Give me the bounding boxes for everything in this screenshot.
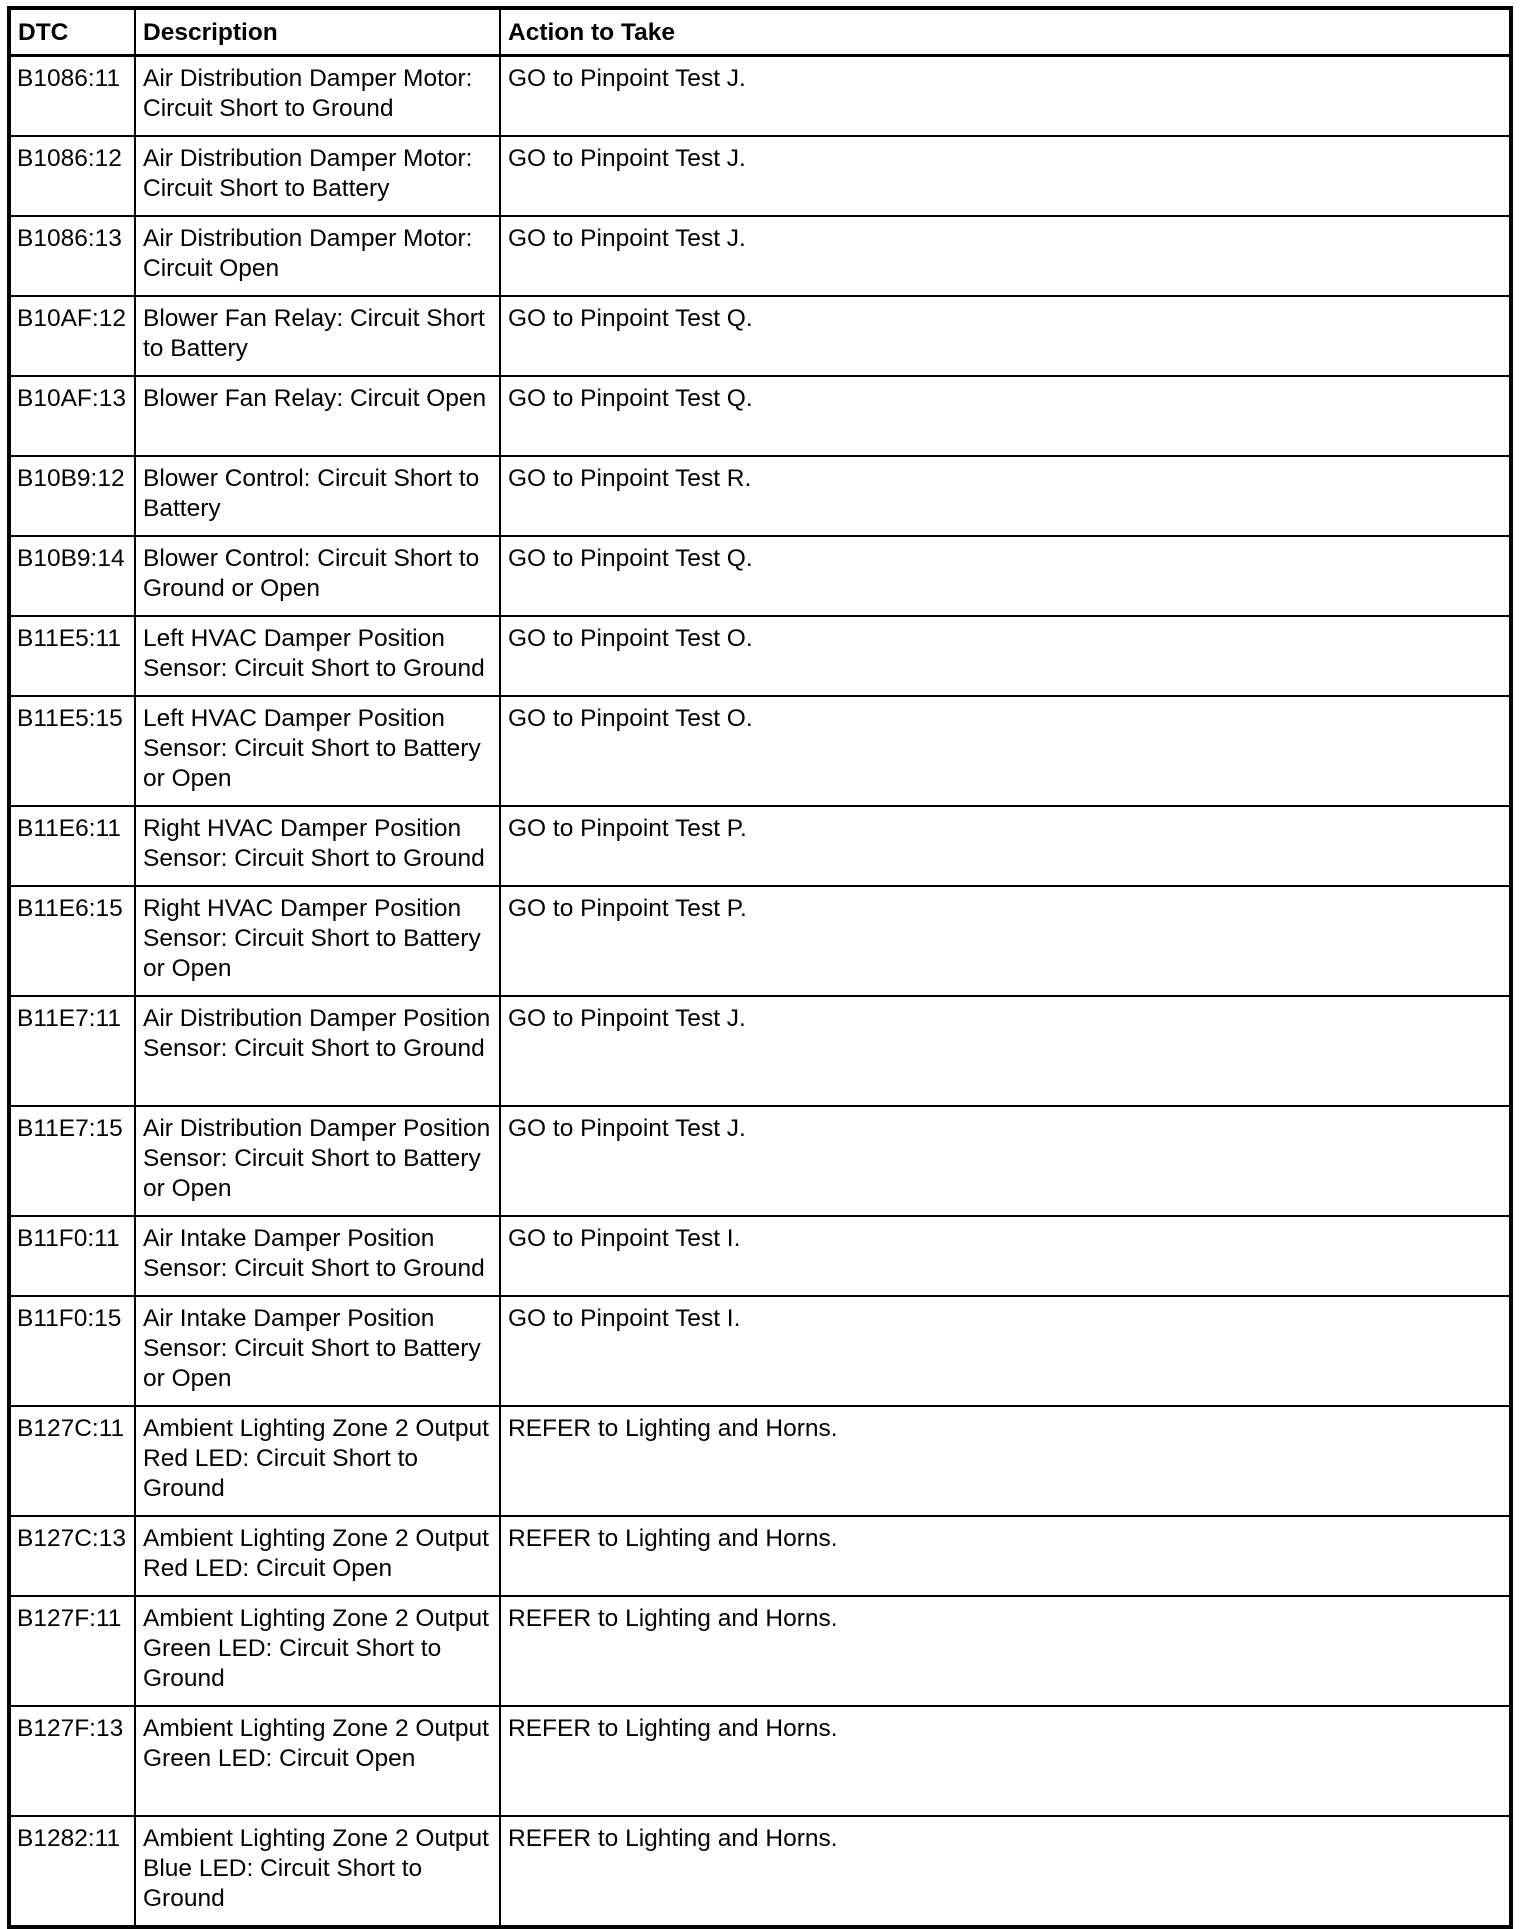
dtc-cell: B1086:12 [9,136,135,216]
description-cell: Air Intake Damper Position Sensor: Circuit Short to Battery or Open [135,1296,500,1406]
description-cell: Air Distribution Damper Position Sensor: Circuit Short to Ground [135,996,500,1106]
table-row [9,296,1511,376]
table-row [9,216,1511,296]
description-cell: Left HVAC Damper Position Sensor: Circuit Short to Battery or Open [135,696,500,806]
table-row [9,456,1511,536]
action-cell: GO to Pinpoint Test Q. [500,296,1511,376]
action-cell: REFER to Lighting and Horns. [500,1706,1511,1816]
action-cell: GO to Pinpoint Test I. [500,1296,1511,1406]
action-cell: REFER to Lighting and Horns. [500,1406,1511,1516]
dtc-cell: B11E7:11 [9,996,135,1106]
dtc-cell: B11F0:15 [9,1296,135,1406]
action-cell: REFER to Lighting and Horns. [500,1516,1511,1596]
header-dtc: DTC [9,8,135,56]
dtc-cell: B1086:11 [9,56,135,137]
table-header [9,8,1511,56]
description-cell: Right HVAC Damper Position Sensor: Circuit Short to Ground [135,806,500,886]
table-row [9,996,1511,1106]
description-cell: Air Intake Damper Position Sensor: Circuit Short to Ground [135,1216,500,1296]
description-cell: Blower Control: Circuit Short to Battery [135,456,500,536]
action-cell: GO to Pinpoint Test Q. [500,376,1511,456]
table-row [9,1596,1511,1706]
table-row [9,56,1511,137]
action-cell: GO to Pinpoint Test R. [500,456,1511,536]
action-cell: GO to Pinpoint Test P. [500,806,1511,886]
dtc-cell: B11E5:11 [9,616,135,696]
dtc-cell: B10AF:12 [9,296,135,376]
description-cell: Left HVAC Damper Position Sensor: Circuit Short to Ground [135,616,500,696]
dtc-cell: B127F:11 [9,1596,135,1706]
table-row [9,696,1511,806]
table-row [9,806,1511,886]
dtc-cell: B10AF:13 [9,376,135,456]
table-row [9,1516,1511,1596]
description-cell: Ambient Lighting Zone 2 Output Blue LED: Circuit Short to Ground [135,1816,500,1927]
action-cell: GO to Pinpoint Test J. [500,216,1511,296]
description-cell: Blower Control: Circuit Short to Ground or Open [135,536,500,616]
description-cell: Ambient Lighting Zone 2 Output Red LED: Circuit Short to Ground [135,1406,500,1516]
dtc-cell: B11E6:15 [9,886,135,996]
table-row [9,1406,1511,1516]
description-cell: Air Distribution Damper Position Sensor: Circuit Short to Battery or Open [135,1106,500,1216]
table-body [9,56,1511,1928]
table-row [9,1706,1511,1816]
action-cell: GO to Pinpoint Test J. [500,1106,1511,1216]
table-row [9,616,1511,696]
description-cell: Ambient Lighting Zone 2 Output Green LED: Circuit Open [135,1706,500,1816]
header-description: Description [135,8,500,56]
dtc-cell: B11F0:11 [9,1216,135,1296]
table-row [9,536,1511,616]
dtc-cell: B10B9:14 [9,536,135,616]
action-cell: GO to Pinpoint Test J. [500,56,1511,137]
dtc-cell: B11E5:15 [9,696,135,806]
dtc-table [7,6,1513,1929]
description-cell: Air Distribution Damper Motor: Circuit Short to Battery [135,136,500,216]
action-cell: GO to Pinpoint Test Q. [500,536,1511,616]
dtc-cell: B11E7:15 [9,1106,135,1216]
dtc-cell: B127C:11 [9,1406,135,1516]
table-row [9,886,1511,996]
description-cell: Blower Fan Relay: Circuit Short to Battery [135,296,500,376]
table-row [9,1106,1511,1216]
action-cell: GO to Pinpoint Test O. [500,696,1511,806]
description-cell: Ambient Lighting Zone 2 Output Red LED: Circuit Open [135,1516,500,1596]
header-action: Action to Take [500,8,1511,56]
dtc-cell: B127F:13 [9,1706,135,1816]
table-row [9,136,1511,216]
dtc-cell: B1086:13 [9,216,135,296]
action-cell: GO to Pinpoint Test J. [500,996,1511,1106]
table-row [9,1216,1511,1296]
action-cell: REFER to Lighting and Horns. [500,1816,1511,1927]
action-cell: GO to Pinpoint Test I. [500,1216,1511,1296]
table-row [9,376,1511,456]
action-cell: REFER to Lighting and Horns. [500,1596,1511,1706]
description-cell: Air Distribution Damper Motor: Circuit Short to Ground [135,56,500,137]
action-cell: GO to Pinpoint Test J. [500,136,1511,216]
dtc-cell: B11E6:11 [9,806,135,886]
table-row [9,1816,1511,1927]
dtc-cell: B10B9:12 [9,456,135,536]
description-cell: Right HVAC Damper Position Sensor: Circuit Short to Battery or Open [135,886,500,996]
dtc-cell: B1282:11 [9,1816,135,1927]
action-cell: GO to Pinpoint Test O. [500,616,1511,696]
description-cell: Air Distribution Damper Motor: Circuit Open [135,216,500,296]
description-cell: Blower Fan Relay: Circuit Open [135,376,500,456]
header-row [9,8,1511,56]
dtc-cell: B127C:13 [9,1516,135,1596]
table-row [9,1296,1511,1406]
action-cell: GO to Pinpoint Test P. [500,886,1511,996]
description-cell: Ambient Lighting Zone 2 Output Green LED: Circuit Short to Ground [135,1596,500,1706]
